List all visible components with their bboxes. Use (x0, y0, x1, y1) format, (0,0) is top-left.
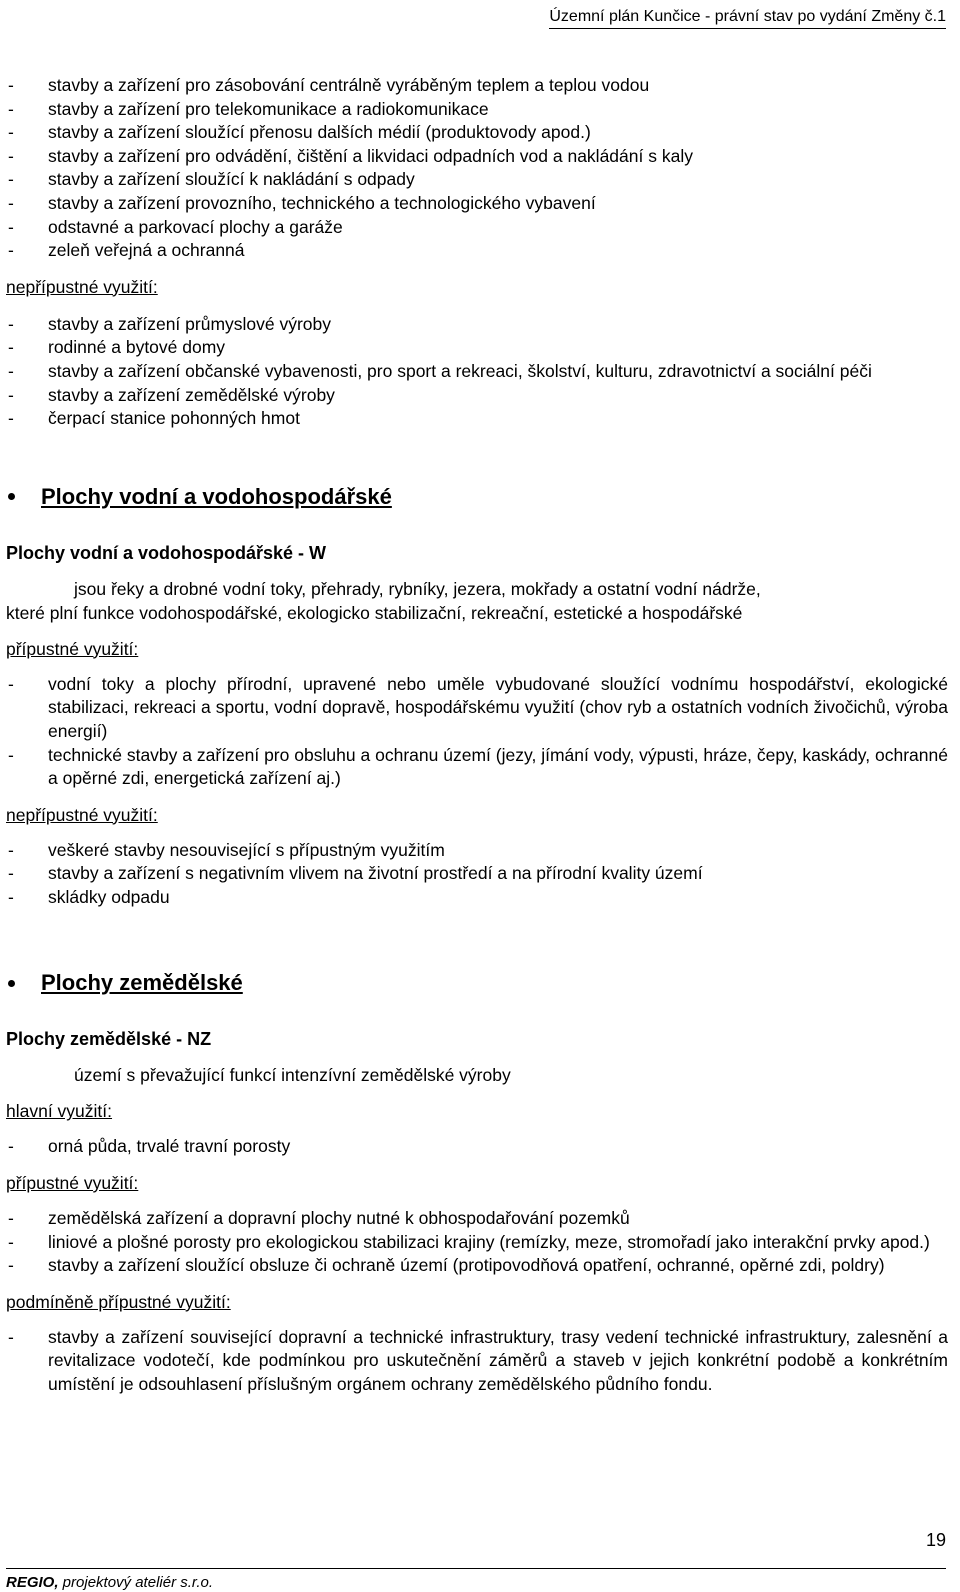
podminene-label: podmíněně přípustné využití: (6, 1291, 231, 1312)
water-description-cont: které plní funkce vodohospodářské, ekologicko stabilizační, rekreační, estetické a hospodářské (6, 602, 743, 623)
bullet-icon (8, 493, 15, 500)
list-item: - stavby a zařízení sloužící k nakládání s odpady (6, 168, 948, 192)
list-item: - zemědělská zařízení a dopravní plochy nutné k obhospodařování pozemků (6, 1207, 948, 1231)
block1-neprip-list (6, 313, 948, 431)
list-item: - stavby a zařízení pro telekomunikace a radiokomunikace (6, 98, 948, 122)
water-prip-list (6, 673, 948, 791)
list-item: - veškeré stavby nesouvisející s přípustným využitím (6, 839, 948, 863)
bullet-icon (8, 980, 15, 987)
section-heading-text: Plochy vodní a vodohospodářské (41, 483, 392, 509)
section-heading-text: Plochy zemědělské (41, 970, 243, 996)
pripustne-label: přípustné využití: (6, 1173, 139, 1194)
agri-hlavni-list (6, 1135, 948, 1159)
water-description: jsou řeky a drobné vodní toky, přehrady, rybníky, jezera, mokřady a ostatní vodní nádrže, (74, 578, 761, 599)
agri-podm-list (6, 1326, 948, 1397)
list-item: - zeleň veřejná a ochranná (6, 239, 948, 263)
nepripustne-label: nepřípustné využití: (6, 804, 158, 825)
section-heading-water (6, 483, 948, 511)
list-item: - stavby a zařízení průmyslové výroby (6, 313, 948, 337)
list-item: - liniové a plošné porosty pro ekologickou stabilizaci krajiny (remízky, meze, stromořadí jako interakční prvky apod.) (6, 1231, 948, 1255)
list-item: - stavby a zařízení sloužící obsluze či ochraně území (protipovodňová opatření, ochranné, opěrné zdi, poldry) (6, 1254, 948, 1278)
subsection-heading-agri: Plochy zemědělské - NZ (6, 1029, 212, 1050)
company-rest: projektový ateliér s.r.o. (58, 1574, 214, 1591)
list-item: - stavby a zařízení provozního, technického a technologického vybavení (6, 192, 948, 216)
pripustne-label: přípustné využití: (6, 638, 139, 659)
subsection-heading-water: Plochy vodní a vodohospodářské - W (6, 542, 327, 563)
list-item: - skládky odpadu (6, 886, 948, 910)
list-item: - odstavné a parkovací plochy a garáže (6, 216, 948, 240)
hlavni-label: hlavní využití: (6, 1101, 113, 1122)
footer-company (6, 1574, 213, 1591)
block1-list (6, 74, 948, 263)
list-item: - stavby a zařízení související dopravní a technické infrastruktury, trasy vedení technické infrastruktury, zalesnění a revitalizace vodotečí, kde podmínkou pro uskutečnění záměrů a staveb v jejich konkrétní podobě a konkrétním umístění je odsouhlasení příslušným orgánem ochrany zemědělského půdního fondu. (6, 1326, 948, 1397)
running-header: Územní plán Kunčice - právní stav po vydání Změny č.1 (549, 8, 946, 29)
list-item: - technické stavby a zařízení pro obsluhu a ochranu území (jezy, jímání vody, výpusti, hráze, čepy, kaskády, ochranné a opěrné zdi, energetická zařízení aj.) (6, 744, 948, 791)
nepripustne-label: nepřípustné využití: (6, 276, 158, 297)
page-number: 19 (925, 1530, 946, 1550)
list-item: - stavby a zařízení sloužící přenosu dalších médií (produktovody apod.) (6, 121, 948, 145)
list-item: - stavby a zařízení zemědělské výroby (6, 384, 948, 408)
list-item: - vodní toky a plochy přírodní, upravené nebo uměle vybudované sloužící vodnímu hospodářství, ekologické stabilizaci, rekreaci a sportu, vodní dopravě, hospodářskému využití (chov ryb a ostatních vodních živočichů, výroba energií) (6, 673, 948, 744)
list-item: - stavby a zařízení pro zásobování centrálně vyráběným teplem a teplou vodou (6, 74, 948, 98)
footer-rule (6, 1568, 946, 1569)
section-heading-agri (6, 969, 948, 997)
list-item: - rodinné a bytové domy (6, 336, 948, 360)
company-name: REGIO, (6, 1574, 59, 1591)
list-item: - čerpací stanice pohonných hmot (6, 407, 948, 431)
document-body (6, 74, 948, 1397)
agri-prip-list (6, 1207, 948, 1278)
list-item: - stavby a zařízení s negativním vlivem na životní prostředí a na přírodní kvality území (6, 862, 948, 886)
agri-description: území s převažující funkcí intenzívní zemědělské výroby (74, 1065, 511, 1086)
list-item: - stavby a zařízení pro odvádění, čištění a likvidaci odpadních vod a nakládání s kaly (6, 145, 948, 169)
water-neprip-list (6, 839, 948, 910)
list-item: - orná půda, trvalé travní porosty (6, 1135, 948, 1159)
list-item: - stavby a zařízení občanské vybavenosti, pro sport a rekreaci, školství, kulturu, zdravotnictví a sociální péči (6, 360, 948, 384)
